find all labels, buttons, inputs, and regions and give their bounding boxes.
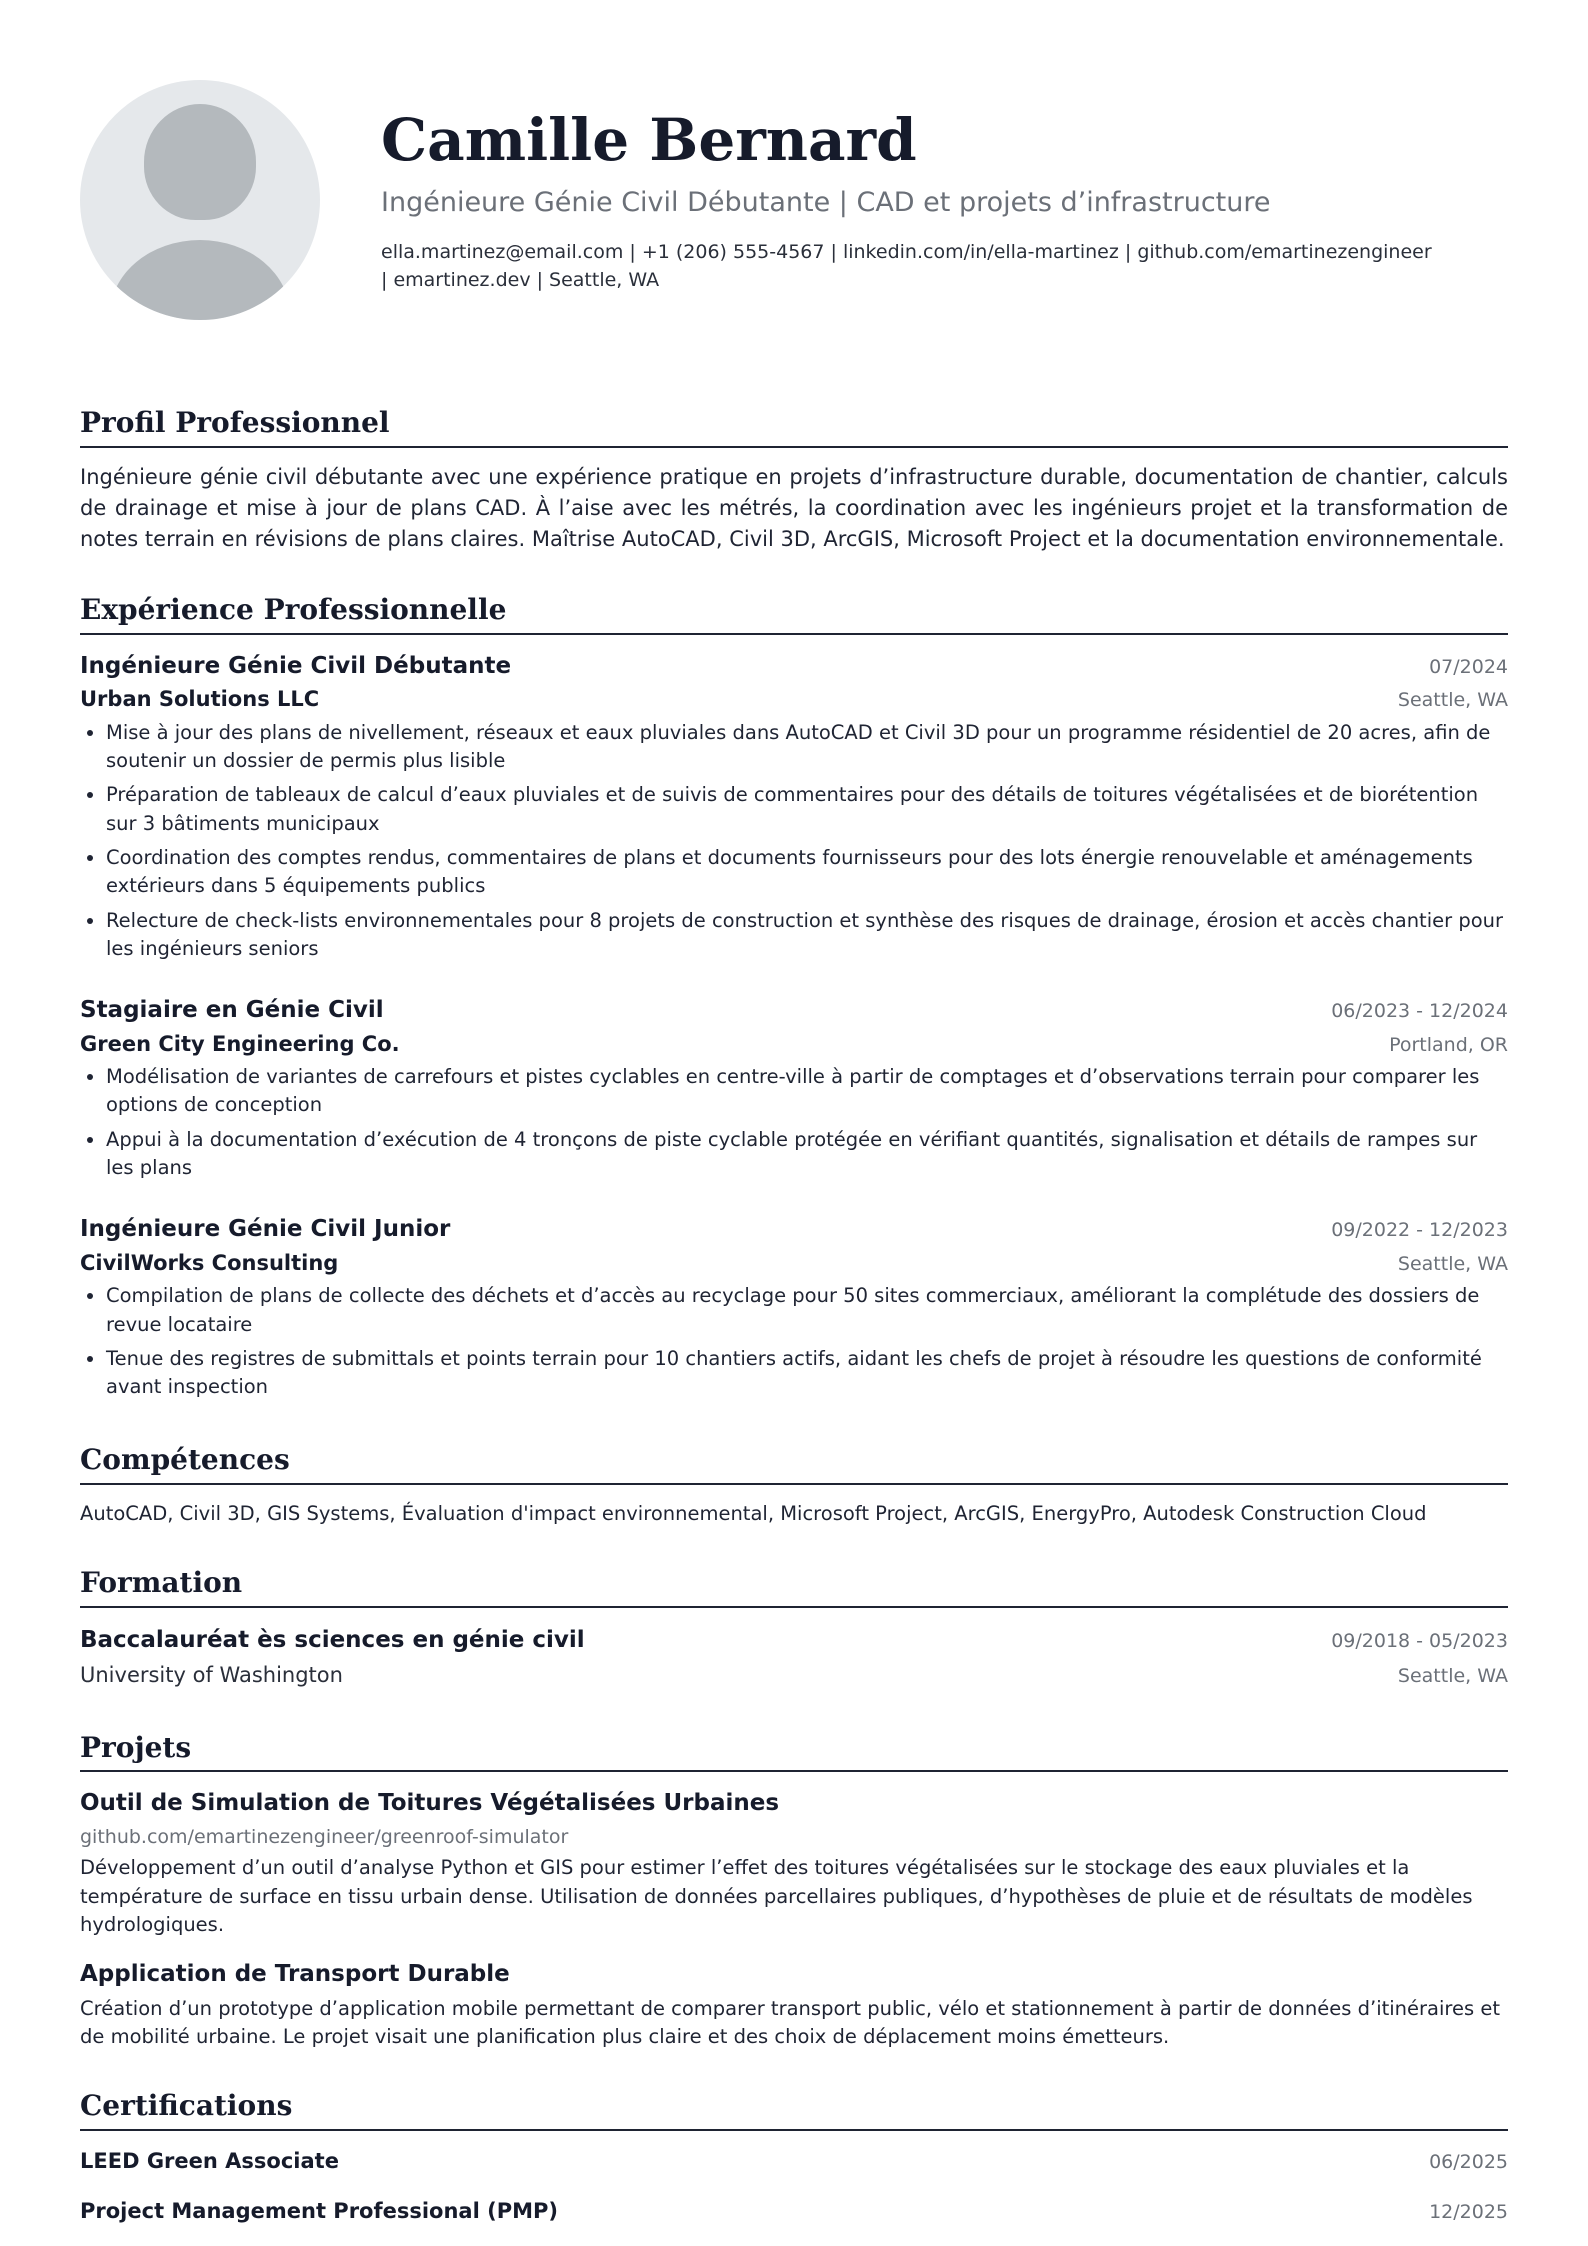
- job-location: Portland, OR: [1389, 1033, 1508, 1056]
- project-title: Application de Transport Durable: [80, 1961, 510, 1988]
- job-date: 06/2023 - 12/2024: [1331, 1000, 1508, 1023]
- job-company: Urban Solutions LLC: [80, 687, 320, 712]
- resume-header: [80, 0, 1508, 380]
- section-title-projects: Projets: [80, 1729, 1508, 1773]
- candidate-headline: Ingénieure Génie Civil Débutante | CAD et projets d’infrastructure: [381, 186, 1271, 218]
- job-bullet: • Coordination des comptes rendus, commentaires de plans et documents fournisseurs pour des lots énergie renouvelable et aménagements extérieurs dans 5 équipements publics: [106, 844, 1508, 901]
- section-title-education: Formation: [80, 1564, 1508, 1608]
- job-bullet: • Compilation de plans de collecte des déchets et d’accès au recyclage pour 50 sites commerciaux, améliorant la complétude des dossiers de revue locataire: [106, 1282, 1508, 1339]
- project-description: Développement d’un outil d’analyse Python et GIS pour estimer l’effet des toitures végétalisées sur le stockage des eaux pluviales et la température de surface en tissu urbain dense. Utilisation de données parcellaires publiques, d’hypothèses de pluie et de résultats de modèles hydrologiques.: [80, 1856, 1473, 1936]
- job-bullet: • Appui à la documentation d’exécution de 4 tronçons de piste cyclable protégée en vérifiant quantités, signalisation et détails de rampes sur les plans: [106, 1126, 1508, 1183]
- candidate-name: Camille Bernard: [381, 106, 917, 174]
- job-location: Seattle, WA: [1397, 689, 1508, 712]
- education-location: Seattle, WA: [1397, 1665, 1508, 1687]
- job-date: 09/2022 - 12/2023: [1331, 1219, 1508, 1242]
- job-bullets: [80, 1282, 1508, 1401]
- certification-date: 06/2025: [1429, 2151, 1508, 2174]
- job-entry: [80, 993, 1508, 1182]
- certification-entry: [80, 2145, 1508, 2179]
- project-entry: [80, 1957, 1508, 2051]
- degree-title: Baccalauréat ès sciences en génie civil: [80, 1627, 585, 1654]
- avatar-head: [144, 104, 256, 220]
- projects-section: [80, 1729, 1508, 2052]
- contact-line: ella.martinez@email.com | +1 (206) 555-4567 | linkedin.com/in/ella-martinez | github.com/emartinezengineer | emartinez.dev | Seattle, WA: [381, 240, 1432, 292]
- job-bullets: [80, 719, 1508, 963]
- job-title: Ingénieure Génie Civil Débutante: [80, 652, 512, 679]
- job-bullet: • Modélisation de variantes de carrefours et pistes cyclables en centre-ville à partir de comptages et d’observations terrain pour comparer les options de conception: [106, 1063, 1508, 1120]
- skills-text: AutoCAD, Civil 3D, GIS Systems, Évaluation d'impact environnemental, Microsoft Project, ArcGIS, EnergyPro, Autodesk Construction Cloud: [80, 1502, 1427, 1526]
- section-title-experience: Expérience Professionnelle: [80, 591, 1508, 635]
- job-company: CivilWorks Consulting: [80, 1250, 339, 1275]
- job-bullet: • Tenue des registres de submittals et points terrain pour 10 chantiers actifs, aidant les chefs de projet à résoudre les questions de conformité avant inspection: [106, 1345, 1508, 1402]
- skills-section: [80, 1441, 1508, 1528]
- project-entry: [80, 1786, 1508, 1939]
- certifications-section: [80, 2087, 1508, 2228]
- job-bullets: [80, 1063, 1508, 1182]
- project-link[interactable]: github.com/emartinezengineer/greenroof-simulator: [80, 1826, 569, 1849]
- profile-section: [80, 404, 1508, 555]
- job-title: Stagiaire en Génie Civil: [80, 997, 384, 1024]
- section-title-profile: Profil Professionnel: [80, 404, 1508, 448]
- certification-date: 12/2025: [1429, 2200, 1508, 2223]
- job-location: Seattle, WA: [1397, 1252, 1508, 1275]
- job-title: Ingénieure Génie Civil Junior: [80, 1216, 451, 1243]
- job-entry: [80, 649, 1508, 963]
- project-description: Création d’un prototype d’application mobile permettant de comparer transport public, vélo et stationnement à partir de données d’itinéraires et de mobilité urbaine. Le projet visait une planification plus claire et des choix de déplacement moins émetteurs.: [80, 1996, 1500, 2049]
- job-bullet: • Mise à jour des plans de nivellement, réseaux et eaux pluviales dans AutoCAD et Civil 3D pour un programme résidentiel de 20 acres, afin de soutenir un dossier de permis plus lisible: [106, 719, 1508, 776]
- job-company: Green City Engineering Co.: [80, 1031, 400, 1056]
- job-date: 07/2024: [1429, 655, 1508, 678]
- education-section: [80, 1564, 1508, 1692]
- project-title: Outil de Simulation de Toitures Végétalisées Urbaines: [80, 1790, 780, 1817]
- profile-text: Ingénieure génie civil débutante avec une expérience pratique en projets d’infrastructure durable, documentation de chantier, calculs de drainage et mise à jour de plans CAD. À l’aise avec les métrés, la coordination avec les ingénieurs projet et la transformation de notes terrain en révisions de plans claires. Maîtrise AutoCAD, Civil 3D, ArcGIS, Microsoft Project et la documentation environnementale.: [80, 464, 1508, 551]
- school-name: University of Washington: [80, 1663, 343, 1687]
- job-entry: [80, 1212, 1508, 1401]
- job-bullet: • Préparation de tableaux de calcul d’eaux pluviales et de suivis de commentaires pour des détails de toitures végétalisées et de biorétention sur 3 bâtiments municipaux: [106, 781, 1508, 838]
- header-text: [381, 104, 1508, 295]
- job-bullet: • Relecture de check-lists environnementales pour 8 projets de construction et synthèse des risques de drainage, érosion et accès chantier pour les ingénieurs seniors: [106, 907, 1508, 964]
- certification-name: Project Management Professional (PMP): [80, 2198, 558, 2223]
- avatar-body: [110, 240, 290, 320]
- section-title-skills: Compétences: [80, 1441, 1508, 1485]
- certification-entry: [80, 2195, 1508, 2229]
- certification-name: LEED Green Associate: [80, 2149, 339, 2174]
- experience-section: [80, 591, 1508, 1401]
- person-silhouette-icon: [80, 80, 320, 320]
- education-date: 09/2018 - 05/2023: [1331, 1630, 1508, 1653]
- section-title-certifications: Certifications: [80, 2087, 1508, 2131]
